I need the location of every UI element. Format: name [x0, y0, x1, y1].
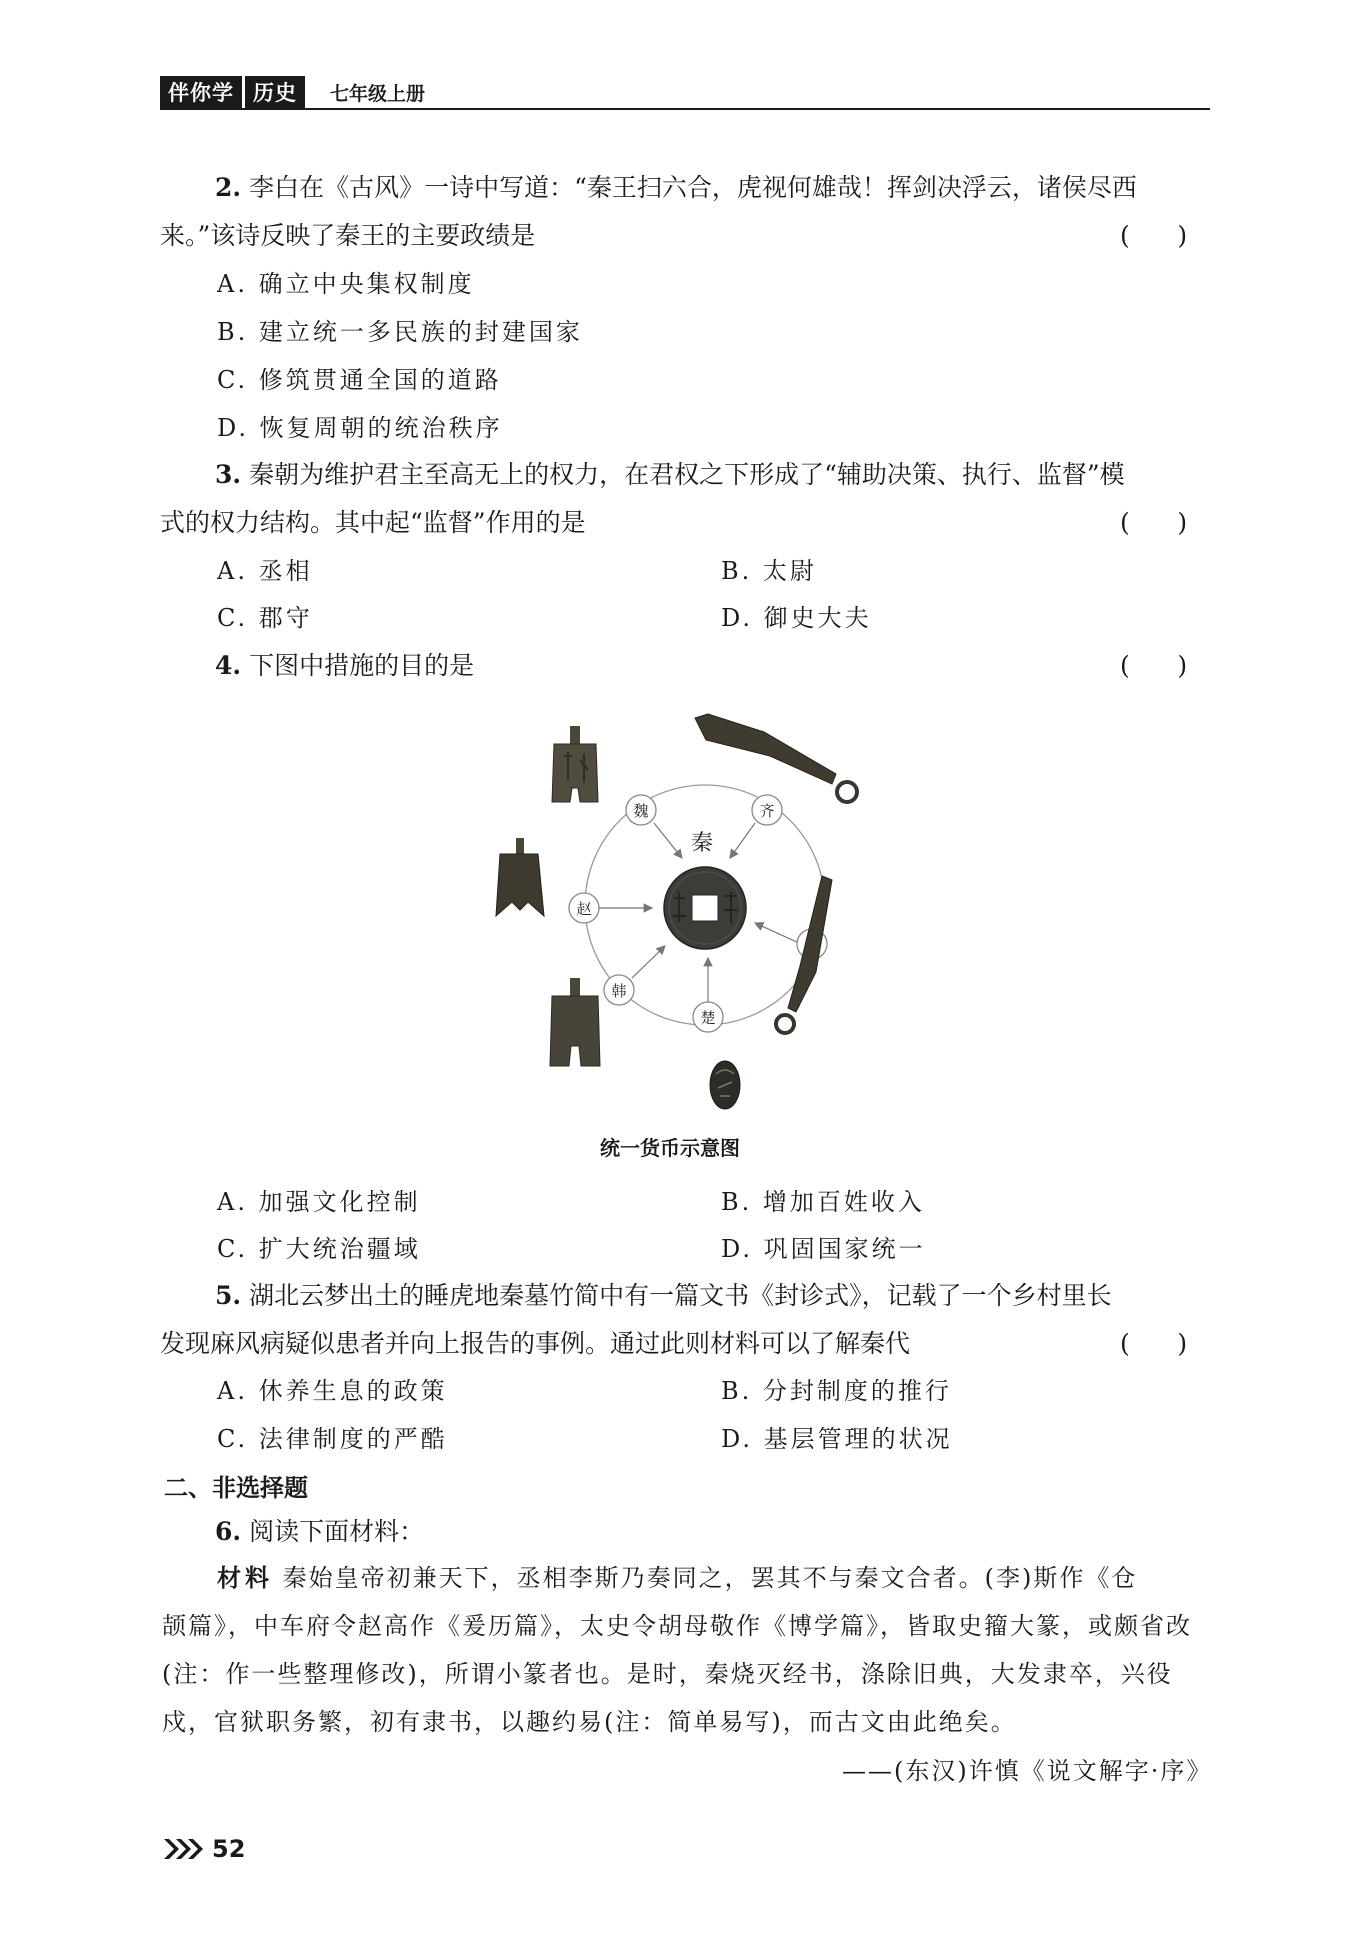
center-label-qin: 秦: [690, 831, 714, 856]
header-subject-tag: 历史: [245, 76, 305, 108]
q2-answer-paren: ( ): [1120, 221, 1188, 250]
arrow-wei: [654, 823, 682, 858]
q5-option-b: B. 分封制度的推行: [721, 1377, 952, 1405]
q6-material-line4: 戍，官狱职务繁，初有隶书，以趣约易(注：简单易写)，而古文由此绝矣。: [162, 1708, 1017, 1736]
ant-nose-coin-chu: [710, 1061, 740, 1109]
spade-coin-zhao: [496, 838, 544, 916]
q4-option-a: A. 加强文化控制: [217, 1188, 421, 1216]
q4-line1: 4. 下图中措施的目的是: [215, 651, 475, 680]
currency-diagram: [480, 710, 880, 1120]
q4-option-c: C. 扩大统治疆域: [217, 1235, 421, 1263]
q5-option-d: D. 基层管理的状况: [721, 1425, 953, 1453]
q2-option-d: D. 恢复周朝的统治秩序: [217, 414, 503, 442]
q4-number: 4.: [215, 651, 242, 680]
q3-option-b: B. 太尉: [721, 557, 817, 585]
q5-option-a: A. 休养生息的政策: [217, 1377, 448, 1405]
q5-line2: 发现麻风病疑似患者并向上报告的事例。通过此则材料可以了解秦代: [160, 1329, 911, 1358]
q5-number: 5.: [215, 1281, 242, 1310]
header-grade: 七年级上册: [330, 82, 426, 105]
q2-number: 2.: [215, 173, 242, 202]
figure-caption: 统一货币示意图: [600, 1136, 740, 1160]
q2-line2: 来。”该诗反映了秦王的主要政绩是: [160, 221, 536, 250]
q6-material-line2: 颉篇》，中车府令赵高作《爰历篇》，太史令胡母敬作《博学篇》，皆取史籀大篆，或颇省改: [162, 1612, 1192, 1640]
header-rule: [160, 108, 1210, 110]
header-series-tag: 伴你学: [160, 76, 242, 108]
q2-option-c: C. 修筑贯通全国的道路: [217, 366, 502, 394]
section-heading-nonchoice: 二、非选择题: [164, 1474, 308, 1502]
q3-option-a: A. 丞相: [217, 557, 313, 585]
svg-text:魏: 魏: [633, 802, 649, 820]
spade-coin-wei: [552, 726, 598, 802]
q6-material-source: ——(东汉)许慎《说文解字·序》: [842, 1757, 1213, 1785]
q3-option-c: C. 郡守: [217, 604, 313, 632]
q3-line2: 式的权力结构。其中起“监督”作用的是: [160, 508, 586, 537]
q3-option-d: D. 御史大夫: [721, 604, 872, 632]
q3-answer-paren: ( ): [1120, 508, 1188, 537]
node-zhao: [569, 893, 599, 923]
q5-answer-paren: ( ): [1120, 1329, 1188, 1358]
spade-coin-han: [550, 978, 600, 1066]
running-header: [160, 76, 425, 108]
q5-line1: 5. 湖北云梦出土的睡虎地秦墓竹简中有一篇文书《封诊式》，记载了一个乡村里长: [215, 1281, 1112, 1310]
q6-material-line1: 材料 秦始皇帝初兼天下，丞相李斯乃奏同之，罢其不与秦文合者。(李)斯作《仓: [217, 1564, 1138, 1592]
q3-line1: 3. 秦朝为维护君主至高无上的权力，在君权之下形成了“辅助决策、执行、监督”模: [215, 460, 1125, 489]
svg-text:赵: 赵: [576, 900, 592, 918]
arrow-qi: [730, 823, 755, 858]
node-wei: [626, 795, 656, 825]
q2-option-b: B. 建立统一多民族的封建国家: [217, 318, 583, 346]
q5-option-c: C. 法律制度的严酷: [217, 1425, 448, 1453]
svg-text:韩: 韩: [611, 982, 627, 1000]
qin-banliang-coin: [664, 867, 746, 949]
q6-number: 6.: [215, 1517, 242, 1546]
page-footer: [162, 1835, 245, 1863]
q4-option-d: D. 巩固国家统一: [721, 1235, 926, 1263]
svg-text:楚: 楚: [700, 1009, 716, 1027]
svg-text:齐: 齐: [759, 802, 775, 820]
node-qi: [752, 795, 782, 825]
q4-option-b: B. 增加百姓收入: [721, 1188, 925, 1216]
q3-number: 3.: [215, 460, 242, 489]
q6-material-line3: (注：作一些整理修改)，所谓小篆者也。是时，秦烧灭经书，涤除旧典，大发隶卒，兴役: [162, 1660, 1173, 1688]
q6-line1: 6. 阅读下面材料：: [215, 1517, 425, 1546]
q2-line1: 2. 李白在《古风》一诗中写道：“秦王扫六合，虎视何雄哉！挥剑决浮云，诸侯尽西: [215, 173, 1137, 202]
arrow-han: [632, 946, 665, 978]
node-chu: [693, 1002, 723, 1032]
node-han: [604, 975, 634, 1005]
q4-answer-paren: ( ): [1120, 651, 1188, 680]
page-number: 52: [212, 1835, 246, 1863]
chevrons-icon: [162, 1836, 206, 1862]
material-label: 材料: [217, 1564, 273, 1592]
q2-option-a: A. 确立中央集权制度: [217, 270, 475, 298]
knife-coin-qi: [695, 714, 857, 802]
